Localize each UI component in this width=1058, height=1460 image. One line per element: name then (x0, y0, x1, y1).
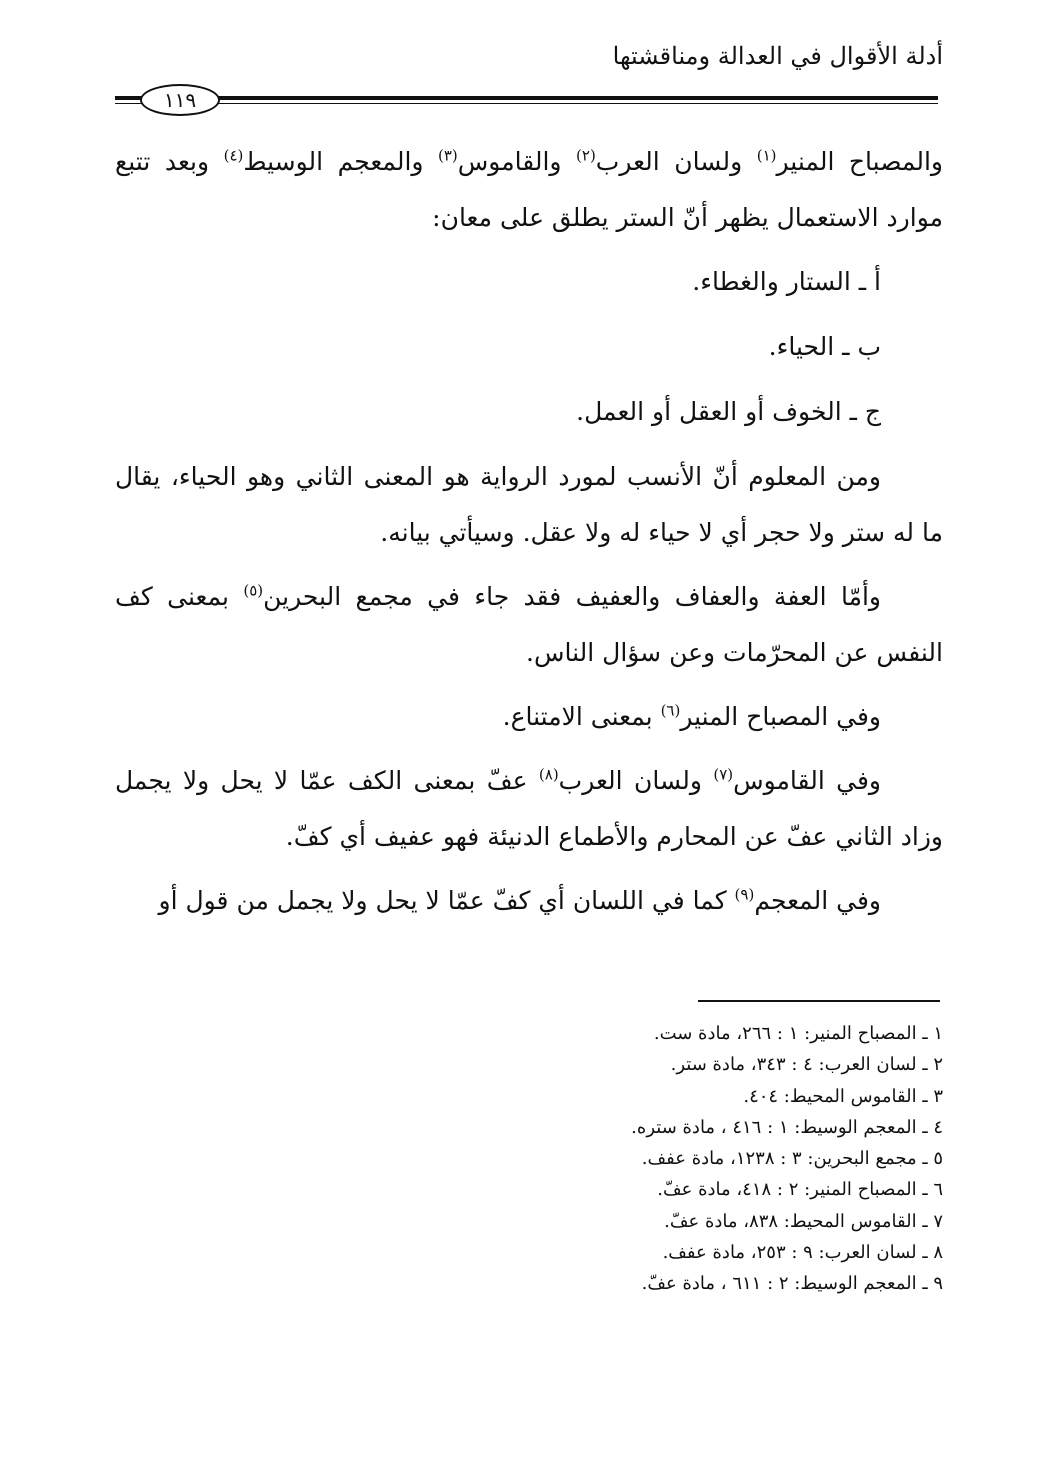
paragraph-1 (115, 134, 943, 246)
footnote-marker[interactable]: (٨) (538, 765, 559, 784)
paragraph-3 (115, 569, 943, 681)
footnote-3: ٣ ـ القاموس المحيط: ٤٠٤. (743, 1085, 943, 1107)
running-title: أدلة الأقوال في العدالة ومناقشتها (612, 42, 943, 70)
text-run: وأمّا العفة والعفاف والعفيف فقد جاء في مجمع البحرين (263, 582, 881, 611)
text-run: بمعنى كف النفس عن المحرّمات وعن سؤال الناس. (115, 582, 943, 667)
text-run: وفي القاموس (733, 766, 881, 795)
text-run: عفّ بمعنى الكف عمّا لا يحل ولا يجمل وزاد الثاني عفّ عن المحارم والأطماع الدنيئة فهو عفيف أي كفّ. (115, 766, 943, 851)
text-run: وفي المعجم (754, 886, 881, 915)
text-run: وبعد تتبع موارد الاستعمال يظهر أنّ الستر يطلق على معان: (115, 147, 943, 232)
text-run: والمعجم الوسيط (243, 147, 438, 176)
text-run: والقاموس (457, 147, 577, 176)
text-run: والمصباح المنير (776, 147, 943, 176)
list-item-b: ب ـ الحياء. (768, 332, 881, 361)
header-rule-thick (115, 96, 938, 100)
paragraph-5 (115, 753, 943, 865)
footnote-4: ٤ ـ المعجم الوسيط: ١ : ٤١٦ ، مادة ستره. (631, 1116, 943, 1138)
paragraph-4 (115, 689, 943, 745)
main-text (115, 134, 943, 937)
footnotes (631, 1018, 943, 1300)
footnote-7: ٧ ـ القاموس المحيط: ٨٣٨، مادة عفّ. (664, 1210, 943, 1232)
footnote-marker[interactable]: (٢) (576, 146, 596, 165)
paragraph-6 (115, 873, 943, 929)
footnote-marker[interactable]: (٧) (713, 765, 734, 784)
paragraph-2: ومن المعلوم أنّ الأنسب لمورد الرواية هو المعنى الثاني وهو الحياء، يقال ما له ستر ولا حجر أي لا حياء له ولا عقل. وسيأتي بيانه. (115, 462, 943, 547)
text-run: وفي المصباح المنير (680, 702, 881, 731)
footnote-8: ٨ ـ لسان العرب: ٩ : ٢٥٣، مادة عفف. (662, 1242, 943, 1264)
text-run: كما في اللسان أي كفّ عمّا لا يحل ولا يجمل من قول أو (158, 886, 735, 915)
header-rule-thin (115, 103, 938, 104)
text-run: ولسان العرب (558, 766, 714, 795)
footnote-9: ٩ ـ المعجم الوسيط: ٢ : ٦١١ ، مادة عفّ. (641, 1273, 943, 1295)
list-item-a: أ ـ الستار والغطاء. (692, 267, 881, 296)
footnote-marker[interactable]: (٤) (223, 146, 244, 165)
list-item-c: ج ـ الخوف أو العقل أو العمل. (576, 397, 881, 426)
footnote-2: ٢ ـ لسان العرب: ٤ : ٣٤٣، مادة ستر. (670, 1054, 943, 1076)
footnote-marker[interactable]: (٣) (438, 146, 458, 165)
footnote-marker[interactable]: (١) (756, 146, 777, 165)
text-run: بمعنى الامتناع. (502, 702, 661, 731)
footnote-marker[interactable]: (٦) (660, 701, 681, 720)
page-number: ١١٩ (140, 84, 220, 116)
footnote-6: ٦ ـ المصباح المنير: ٢ : ٤١٨، مادة عفّ. (657, 1179, 943, 1201)
footnote-5: ٥ ـ مجمع البحرين: ٣ : ١٢٣٨، مادة عفف. (641, 1148, 943, 1170)
text-run: ولسان العرب (595, 147, 757, 176)
footnote-marker[interactable]: (٩) (734, 885, 755, 904)
footnote-1: ١ ـ المصباح المنير: ١ : ٢٦٦، مادة ست. (653, 1023, 943, 1044)
footnote-separator (698, 1000, 940, 1002)
footnote-marker[interactable]: (٥) (243, 581, 264, 600)
